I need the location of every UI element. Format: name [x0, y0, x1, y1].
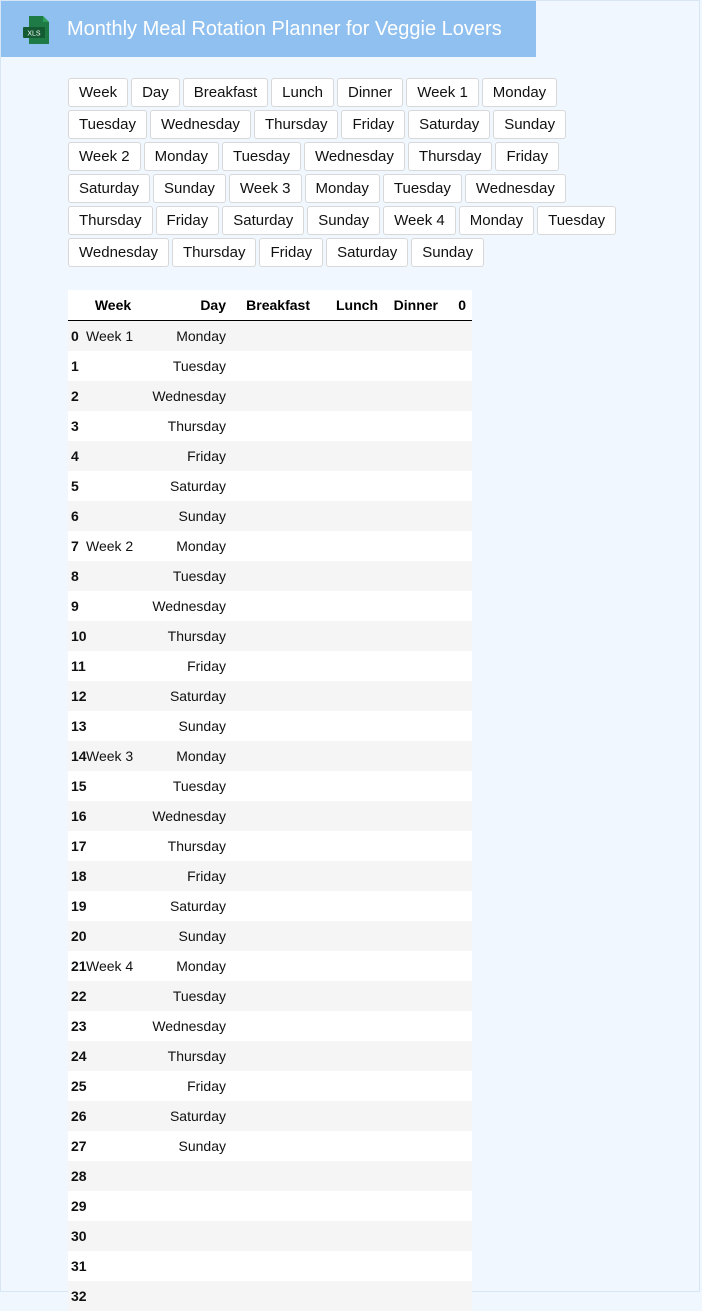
day-cell: Monday	[152, 321, 232, 352]
breakfast-cell	[232, 441, 316, 471]
row-index-label: 15	[71, 778, 87, 794]
zero-cell	[444, 921, 472, 951]
dinner-cell	[384, 1011, 444, 1041]
row-index-label: 24	[71, 1048, 87, 1064]
breakfast-cell	[232, 981, 316, 1011]
column-chip[interactable]: Wednesday	[68, 238, 169, 267]
week-cell: Week 4	[74, 951, 152, 981]
row-index-label: 27	[71, 1138, 87, 1154]
table-row[interactable]	[68, 1131, 472, 1161]
zero-cell	[444, 1221, 472, 1251]
breakfast-cell	[232, 471, 316, 501]
zero-cell	[444, 1011, 472, 1041]
icon-label: XLS	[27, 31, 41, 38]
breakfast-cell	[232, 531, 316, 561]
row-index-label: 12	[71, 688, 87, 704]
lunch-cell	[316, 591, 384, 621]
column-chip[interactable]: Wednesday	[150, 110, 251, 139]
zero-column-header[interactable]: 0	[444, 290, 472, 321]
column-chip[interactable]: Friday	[259, 238, 323, 267]
zero-cell	[444, 591, 472, 621]
lunch-cell	[316, 351, 384, 381]
breakfast-cell	[232, 891, 316, 921]
column-chip[interactable]: Dinner	[337, 78, 403, 107]
row-index-label: 18	[71, 868, 87, 884]
table-row[interactable]	[68, 711, 472, 741]
lunch-cell	[316, 861, 384, 891]
breakfast-cell	[232, 771, 316, 801]
dinner-cell	[384, 621, 444, 651]
day-cell: Friday	[152, 861, 232, 891]
week-cell	[74, 351, 152, 381]
day-cell: Thursday	[152, 621, 232, 651]
day-cell: Sunday	[152, 501, 232, 531]
row-index-label: 1	[71, 358, 79, 374]
table-row[interactable]	[68, 981, 472, 1011]
table-row[interactable]	[68, 1191, 472, 1221]
column-chip[interactable]: Friday	[156, 206, 220, 235]
column-chip[interactable]: Week 1	[406, 78, 479, 107]
lunch-cell	[316, 1131, 384, 1161]
dinner-cell	[384, 1071, 444, 1101]
lunch-cell	[316, 801, 384, 831]
day-header[interactable]: Day	[152, 290, 232, 321]
column-chip[interactable]: Week	[68, 78, 128, 107]
lunch-cell	[316, 1041, 384, 1071]
zero-cell	[444, 1161, 472, 1191]
table-row[interactable]	[68, 411, 472, 441]
dinner-cell	[384, 351, 444, 381]
zero-cell	[444, 681, 472, 711]
row-index-label: 20	[71, 928, 87, 944]
breakfast-cell	[232, 1131, 316, 1161]
column-chip[interactable]: Day	[131, 78, 180, 107]
table-row[interactable]	[68, 321, 472, 352]
zero-cell	[444, 1041, 472, 1071]
column-chip[interactable]: Thursday	[172, 238, 257, 267]
table-row[interactable]	[68, 561, 472, 591]
row-index-label: 26	[71, 1108, 87, 1124]
day-cell: Thursday	[152, 831, 232, 861]
lunch-cell	[316, 471, 384, 501]
day-cell	[152, 1251, 232, 1281]
day-cell: Friday	[152, 651, 232, 681]
row-index-label: 4	[71, 448, 79, 464]
row-index-label: 11	[71, 658, 86, 674]
table-row[interactable]	[68, 381, 472, 411]
column-chip[interactable]: Saturday	[408, 110, 490, 139]
lunch-cell	[316, 561, 384, 591]
column-chip[interactable]: Week 4	[383, 206, 456, 235]
day-cell: Sunday	[152, 921, 232, 951]
column-chip[interactable]: Wednesday	[465, 174, 566, 203]
dinner-cell	[384, 501, 444, 531]
table-row[interactable]	[68, 351, 472, 381]
table-row[interactable]	[68, 1101, 472, 1131]
breakfast-cell	[232, 1101, 316, 1131]
row-index-label: 9	[71, 598, 79, 614]
week-header[interactable]: Week	[74, 290, 152, 321]
row-index-label: 0	[71, 328, 79, 344]
column-chip[interactable]: Monday	[144, 142, 219, 171]
table-row[interactable]	[68, 1251, 472, 1281]
table-row[interactable]	[68, 951, 472, 981]
lunch-cell	[316, 741, 384, 771]
breakfast-cell	[232, 1221, 316, 1251]
column-chip[interactable]: Saturday	[222, 206, 304, 235]
zero-cell	[444, 1251, 472, 1281]
column-chip[interactable]: Friday	[341, 110, 405, 139]
column-chip[interactable]: Week 2	[68, 142, 141, 171]
day-cell: Monday	[152, 531, 232, 561]
table-row[interactable]	[68, 651, 472, 681]
lunch-cell	[316, 1281, 384, 1311]
zero-cell	[444, 741, 472, 771]
breakfast-cell	[232, 561, 316, 591]
zero-cell	[444, 951, 472, 981]
data-table-container[interactable]	[68, 290, 442, 1292]
breakfast-cell	[232, 1281, 316, 1311]
day-cell: Monday	[152, 741, 232, 771]
week-cell	[74, 561, 152, 591]
row-index-label: 28	[71, 1168, 87, 1184]
column-chip[interactable]: Tuesday	[68, 110, 147, 139]
dinner-cell	[384, 921, 444, 951]
breakfast-cell	[232, 801, 316, 831]
zero-cell	[444, 351, 472, 381]
row-index-label: 2	[71, 388, 79, 404]
column-chip[interactable]: Saturday	[326, 238, 408, 267]
lunch-cell	[316, 651, 384, 681]
breakfast-cell	[232, 411, 316, 441]
dinner-cell	[384, 441, 444, 471]
breakfast-cell	[232, 621, 316, 651]
row-index-label: 10	[71, 628, 87, 644]
day-cell: Friday	[152, 441, 232, 471]
day-cell: Sunday	[152, 1131, 232, 1161]
lunch-cell	[316, 891, 384, 921]
row-index-label: 3	[71, 418, 79, 434]
column-chip[interactable]: Saturday	[68, 174, 150, 203]
lunch-cell	[316, 681, 384, 711]
day-cell: Saturday	[152, 1101, 232, 1131]
day-cell: Thursday	[152, 1041, 232, 1071]
table-header-row	[68, 290, 472, 321]
table-row[interactable]	[68, 1161, 472, 1191]
table-row[interactable]	[68, 891, 472, 921]
column-chip[interactable]: Tuesday	[383, 174, 462, 203]
row-index-label: 21	[71, 958, 87, 974]
breakfast-cell	[232, 591, 316, 621]
dinner-cell	[384, 951, 444, 981]
dinner-cell	[384, 471, 444, 501]
column-chip[interactable]: Thursday	[68, 206, 153, 235]
column-chip[interactable]: Monday	[482, 78, 557, 107]
day-cell: Wednesday	[152, 591, 232, 621]
page-title: Monthly Meal Rotation Planner for Veggie Lovers	[67, 1, 502, 57]
day-cell: Tuesday	[152, 351, 232, 381]
column-chip[interactable]: Thursday	[408, 142, 493, 171]
dinner-cell	[384, 1281, 444, 1311]
dinner-header[interactable]: Dinner	[384, 290, 444, 321]
breakfast-cell	[232, 711, 316, 741]
lunch-cell	[316, 321, 384, 352]
day-cell	[152, 1281, 232, 1311]
table-body	[68, 321, 472, 1311]
dinner-cell	[384, 1161, 444, 1191]
day-cell: Wednesday	[152, 801, 232, 831]
week-cell	[74, 471, 152, 501]
lunch-header[interactable]: Lunch	[316, 290, 384, 321]
breakfast-cell	[232, 321, 316, 352]
table-row[interactable]	[68, 621, 472, 651]
breakfast-cell	[232, 1161, 316, 1191]
excel-file-icon	[21, 14, 53, 46]
breakfast-cell	[232, 1041, 316, 1071]
row-index-label: 19	[71, 898, 87, 914]
breakfast-cell	[232, 951, 316, 981]
column-chip[interactable]: Week 3	[229, 174, 302, 203]
table-row[interactable]	[68, 531, 472, 561]
zero-cell	[444, 1191, 472, 1221]
table-row[interactable]	[68, 771, 472, 801]
zero-cell	[444, 321, 472, 352]
zero-cell	[444, 891, 472, 921]
row-index-label: 32	[71, 1288, 87, 1304]
table-row[interactable]	[68, 501, 472, 531]
column-chip[interactable]: Sunday	[153, 174, 226, 203]
dinner-cell	[384, 681, 444, 711]
dinner-cell	[384, 891, 444, 921]
row-index-label: 6	[71, 508, 79, 524]
lunch-cell	[316, 621, 384, 651]
day-cell: Friday	[152, 1071, 232, 1101]
zero-cell	[444, 501, 472, 531]
day-cell: Saturday	[152, 891, 232, 921]
row-index-label: 30	[71, 1228, 87, 1244]
zero-cell	[444, 831, 472, 861]
day-cell: Sunday	[152, 711, 232, 741]
table-row[interactable]	[68, 831, 472, 861]
column-chip[interactable]: Lunch	[271, 78, 334, 107]
breakfast-cell	[232, 831, 316, 861]
week-cell	[74, 381, 152, 411]
zero-cell	[444, 801, 472, 831]
column-chip[interactable]: Sunday	[307, 206, 380, 235]
row-index-label: 7	[71, 538, 79, 554]
table-row[interactable]	[68, 591, 472, 621]
table-row[interactable]	[68, 921, 472, 951]
lunch-cell	[316, 1191, 384, 1221]
zero-cell	[444, 1101, 472, 1131]
table-row[interactable]	[68, 1221, 472, 1251]
zero-cell	[444, 621, 472, 651]
lunch-cell	[316, 1011, 384, 1041]
dinner-cell	[384, 861, 444, 891]
breakfast-cell	[232, 1071, 316, 1101]
day-cell: Saturday	[152, 681, 232, 711]
breakfast-cell	[232, 741, 316, 771]
lunch-cell	[316, 981, 384, 1011]
dinner-cell	[384, 711, 444, 741]
breakfast-cell	[232, 861, 316, 891]
breakfast-cell	[232, 351, 316, 381]
lunch-cell	[316, 411, 384, 441]
lunch-cell	[316, 951, 384, 981]
lunch-cell	[316, 1221, 384, 1251]
column-chip[interactable]: Monday	[459, 206, 534, 235]
table-row[interactable]	[68, 1011, 472, 1041]
dinner-cell	[384, 561, 444, 591]
dinner-cell	[384, 741, 444, 771]
week-cell: Week 2	[74, 531, 152, 561]
row-index-label: 23	[71, 1018, 87, 1034]
zero-cell	[444, 471, 472, 501]
table-row[interactable]	[68, 681, 472, 711]
week-cell	[74, 441, 152, 471]
lunch-cell	[316, 1101, 384, 1131]
lunch-cell	[316, 1071, 384, 1101]
day-cell: Monday	[152, 951, 232, 981]
row-index-label: 29	[71, 1198, 87, 1214]
table-row[interactable]	[68, 741, 472, 771]
zero-cell	[444, 1281, 472, 1311]
day-cell	[152, 1161, 232, 1191]
zero-cell	[444, 771, 472, 801]
table-row[interactable]	[68, 441, 472, 471]
zero-cell	[444, 441, 472, 471]
dinner-cell	[384, 1101, 444, 1131]
breakfast-cell	[232, 921, 316, 951]
table-row[interactable]	[68, 1281, 472, 1311]
lunch-cell	[316, 531, 384, 561]
row-index-label: 5	[71, 478, 79, 494]
day-cell: Thursday	[152, 411, 232, 441]
row-index-label: 8	[71, 568, 79, 584]
dinner-cell	[384, 1251, 444, 1281]
zero-cell	[444, 411, 472, 441]
table-row[interactable]	[68, 801, 472, 831]
day-cell: Saturday	[152, 471, 232, 501]
zero-cell	[444, 561, 472, 591]
table-row[interactable]	[68, 861, 472, 891]
table-row[interactable]	[68, 1041, 472, 1071]
week-cell	[74, 591, 152, 621]
table-row[interactable]	[68, 1071, 472, 1101]
column-chip[interactable]: Thursday	[254, 110, 339, 139]
week-cell	[74, 411, 152, 441]
zero-cell	[444, 531, 472, 561]
dinner-cell	[384, 1221, 444, 1251]
row-index-label: 16	[71, 808, 87, 824]
lunch-cell	[316, 831, 384, 861]
row-index-label: 25	[71, 1078, 87, 1094]
dinner-cell	[384, 381, 444, 411]
app-header	[1, 1, 536, 57]
lunch-cell	[316, 381, 384, 411]
zero-cell	[444, 1071, 472, 1101]
zero-cell	[444, 861, 472, 891]
column-chip[interactable]: Wednesday	[304, 142, 405, 171]
dinner-cell	[384, 591, 444, 621]
dinner-cell	[384, 1131, 444, 1161]
breakfast-cell	[232, 1191, 316, 1221]
dinner-cell	[384, 981, 444, 1011]
table-row[interactable]	[68, 471, 472, 501]
row-index-label: 13	[71, 718, 87, 734]
day-cell	[152, 1191, 232, 1221]
breakfast-header[interactable]: Breakfast	[232, 290, 316, 321]
week-cell	[74, 501, 152, 531]
breakfast-cell	[232, 1251, 316, 1281]
day-cell: Tuesday	[152, 771, 232, 801]
dinner-cell	[384, 771, 444, 801]
row-index-label: 31	[71, 1258, 87, 1274]
column-chip[interactable]: Sunday	[493, 110, 566, 139]
week-cell: Week 1	[74, 321, 152, 352]
lunch-cell	[316, 921, 384, 951]
lunch-cell	[316, 1251, 384, 1281]
day-cell: Tuesday	[152, 981, 232, 1011]
breakfast-cell	[232, 501, 316, 531]
breakfast-cell	[232, 381, 316, 411]
breakfast-cell	[232, 1011, 316, 1041]
column-chip[interactable]: Tuesday	[222, 142, 301, 171]
row-index-label: 14	[71, 748, 87, 764]
lunch-cell	[316, 1161, 384, 1191]
dinner-cell	[384, 321, 444, 352]
breakfast-cell	[232, 681, 316, 711]
column-chip[interactable]: Sunday	[411, 238, 484, 267]
column-chip[interactable]: Monday	[305, 174, 380, 203]
day-cell: Tuesday	[152, 561, 232, 591]
column-chip[interactable]: Tuesday	[537, 206, 616, 235]
zero-cell	[444, 1131, 472, 1161]
lunch-cell	[316, 711, 384, 741]
day-cell: Wednesday	[152, 1011, 232, 1041]
zero-cell	[444, 381, 472, 411]
lunch-cell	[316, 771, 384, 801]
dinner-cell	[384, 531, 444, 561]
day-cell: Wednesday	[152, 381, 232, 411]
dinner-cell	[384, 651, 444, 681]
meal-table	[68, 290, 472, 1311]
dinner-cell	[384, 801, 444, 831]
dinner-cell	[384, 411, 444, 441]
column-chip[interactable]: Breakfast	[183, 78, 268, 107]
day-cell	[152, 1221, 232, 1251]
lunch-cell	[316, 441, 384, 471]
column-chip-bar	[68, 78, 638, 267]
zero-cell	[444, 981, 472, 1011]
week-cell: Week 3	[74, 741, 152, 771]
dinner-cell	[384, 1041, 444, 1071]
column-chip[interactable]: Friday	[495, 142, 559, 171]
row-index-label: 22	[71, 988, 87, 1004]
zero-cell	[444, 711, 472, 741]
row-index-label: 17	[71, 838, 87, 854]
dinner-cell	[384, 1191, 444, 1221]
dinner-cell	[384, 831, 444, 861]
zero-cell	[444, 651, 472, 681]
breakfast-cell	[232, 651, 316, 681]
lunch-cell	[316, 501, 384, 531]
